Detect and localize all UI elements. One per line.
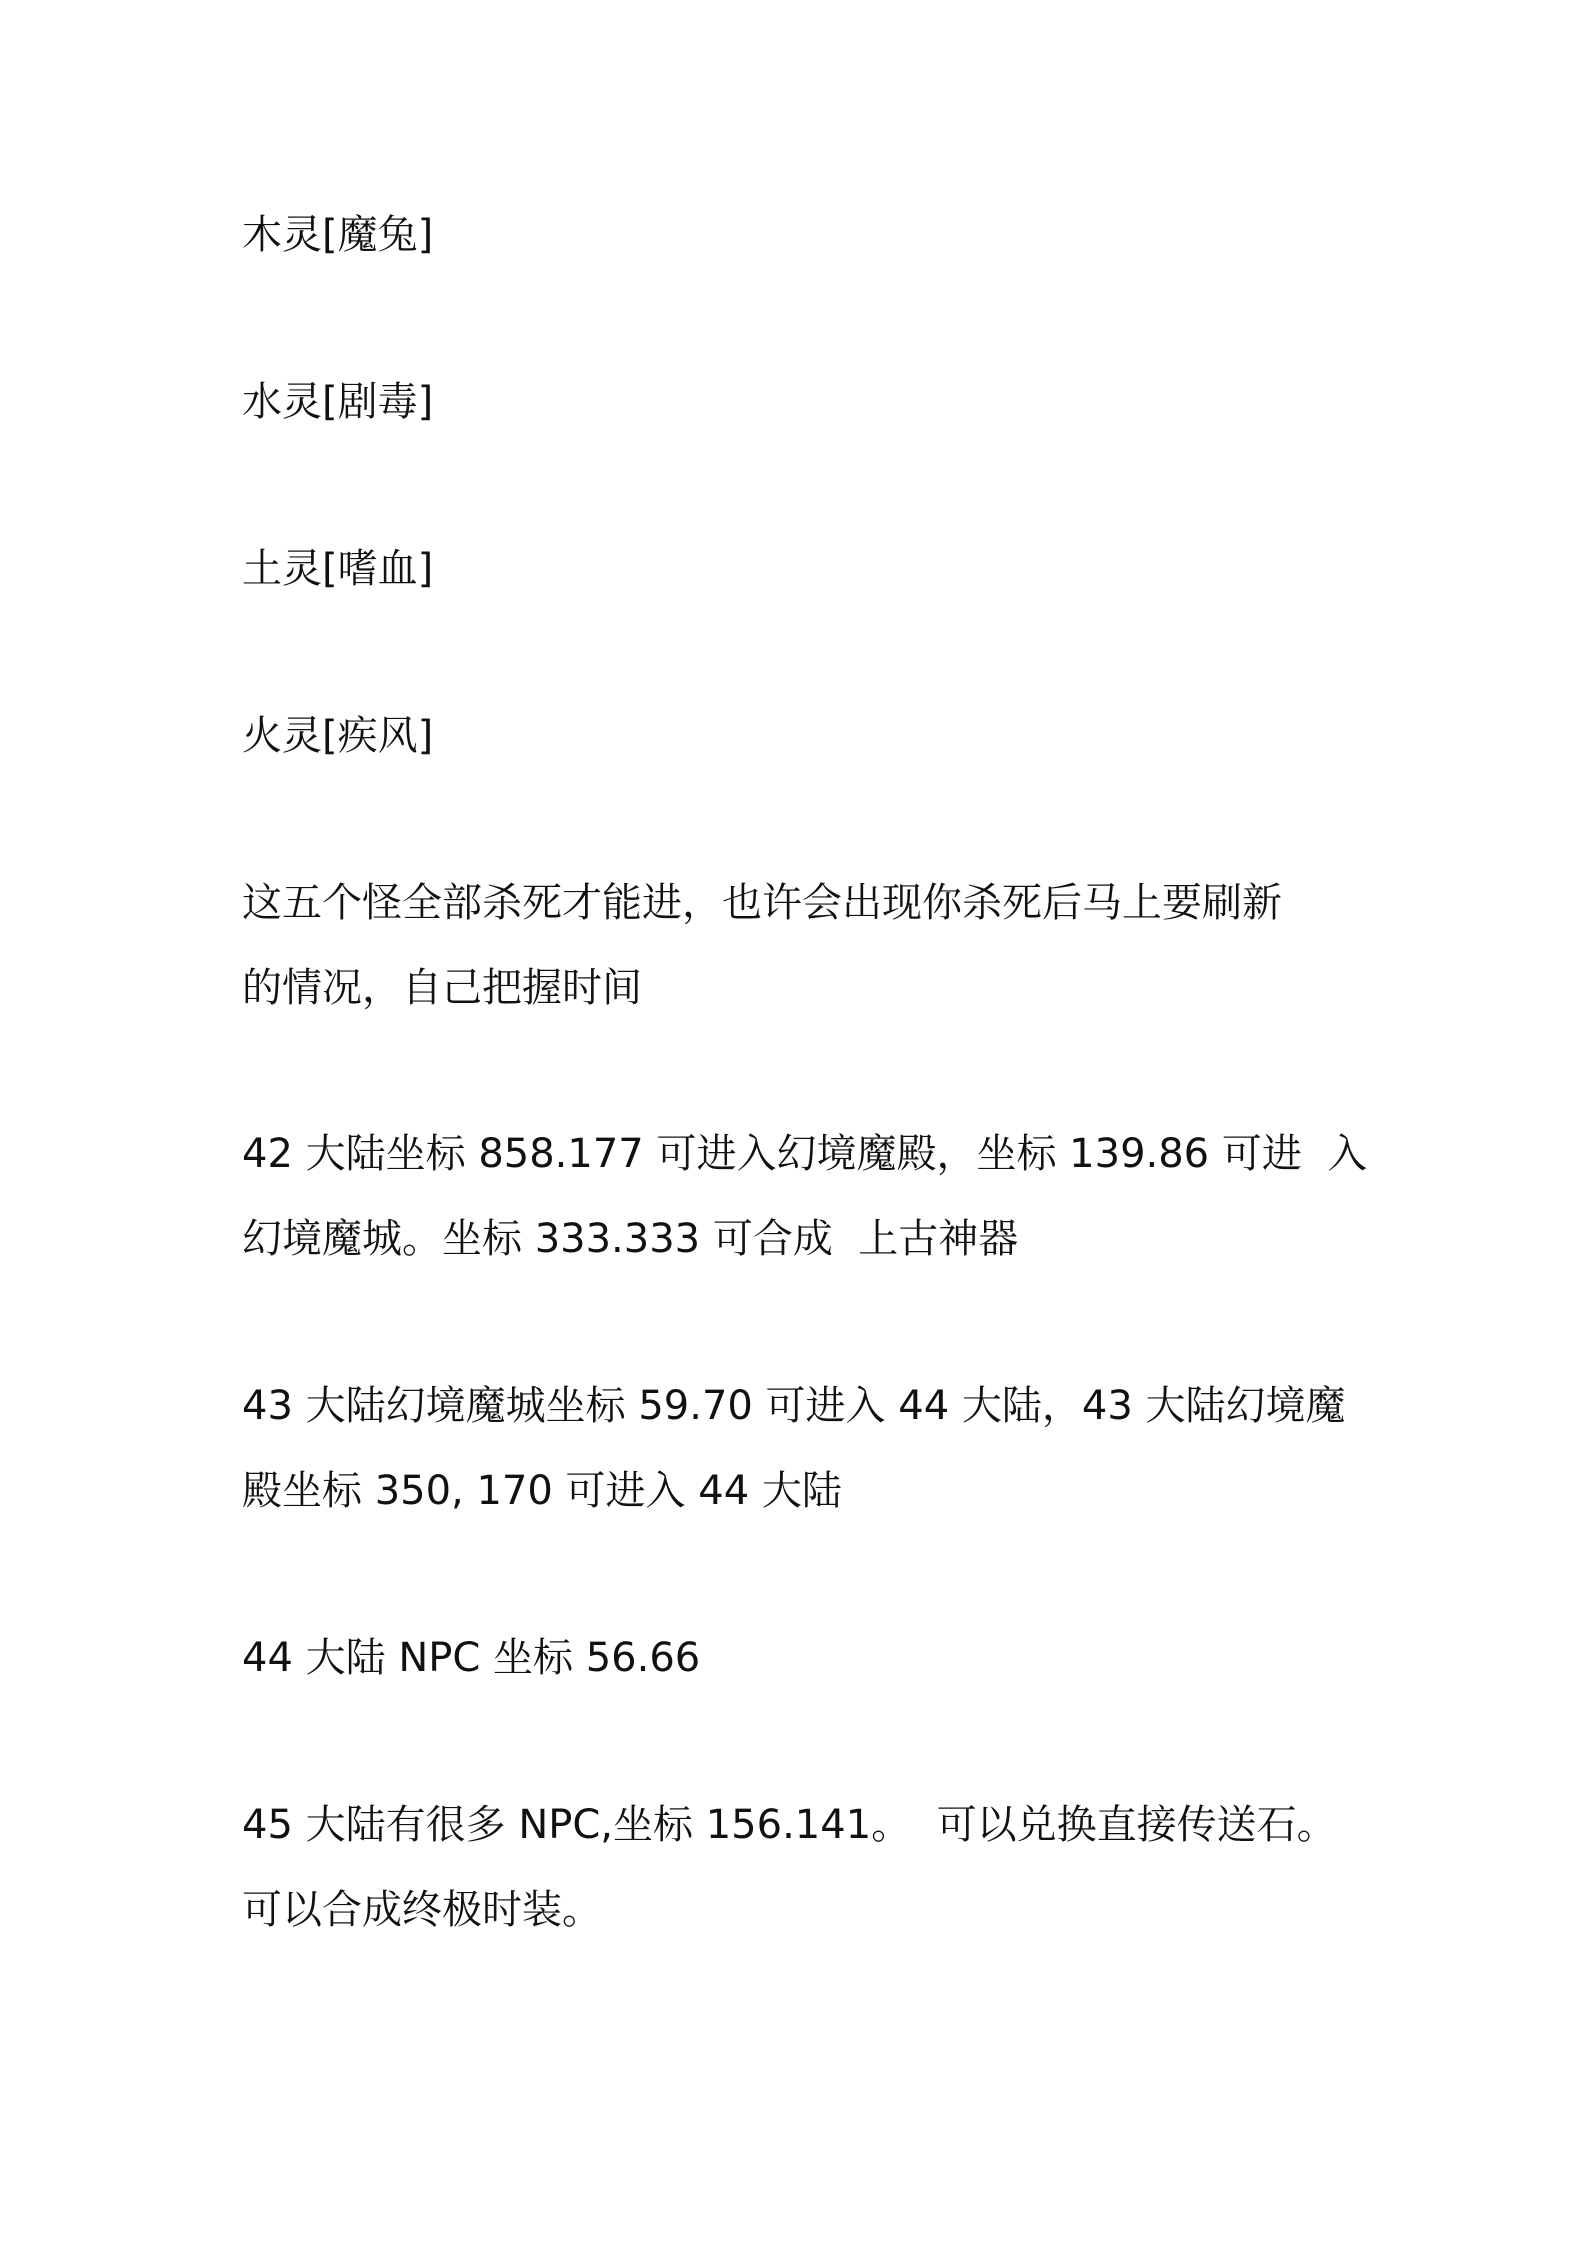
text-line-wood-spirit: 木灵[魔兔]: [242, 212, 434, 258]
text-line-water-spirit: 水灵[剧毒]: [242, 379, 434, 425]
paragraph-44: 44 大陆 NPC 坐标 56.66: [242, 1635, 701, 1681]
paragraph-45-line-1: 45 大陆有很多 NPC,坐标 156.141。 可以兑换直接传送石。: [242, 1802, 1337, 1848]
paragraph-43-line-1: 43 大陆幻境魔城坐标 59.70 可进入 44 大陆，43 大陆幻境魔: [242, 1383, 1346, 1429]
text-line-earth-spirit: 土灵[嗜血]: [242, 546, 434, 592]
paragraph-45-line-2: 可以合成终极时装。: [242, 1887, 602, 1933]
paragraph-42-line-1: 42 大陆坐标 858.177 可进入幻境魔殿，坐标 139.86 可进 入: [242, 1131, 1368, 1177]
paragraph-kill-note-line-2: 的情况，自己把握时间: [242, 965, 642, 1011]
paragraph-kill-note-line-1: 这五个怪全部杀死才能进，也许会出现你杀死后马上要刷新: [242, 880, 1282, 926]
paragraph-43-line-2: 殿坐标 350, 170 可进入 44 大陆: [242, 1468, 842, 1514]
paragraph-42-line-2: 幻境魔城。坐标 333.333 可合成 上古神器: [242, 1216, 1019, 1262]
text-line-fire-spirit: 火灵[疾风]: [242, 713, 434, 759]
